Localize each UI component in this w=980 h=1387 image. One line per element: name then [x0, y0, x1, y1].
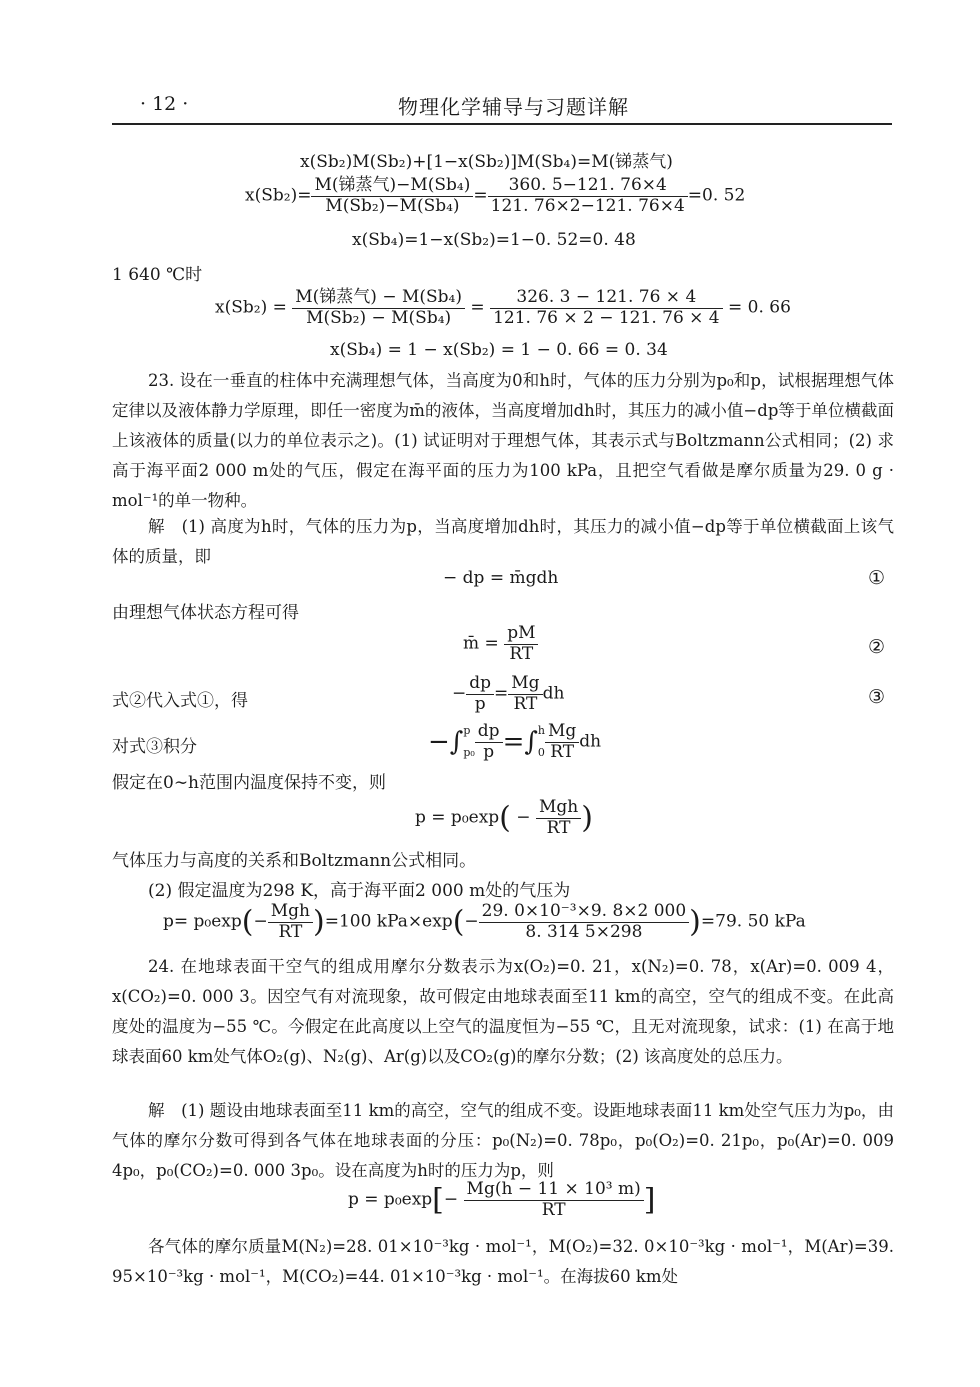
fraction: [488, 176, 688, 216]
right-paren: ): [689, 904, 701, 940]
eq-minus: −: [464, 911, 479, 932]
integral-lower: 0: [537, 746, 545, 759]
left-paren: (: [241, 904, 254, 940]
molar-masses-text: 各气体的摩尔质量M(N₂)=28. 01×10⁻³kg · mol⁻¹，M(O₂)=32. 0×10⁻³kg · mol⁻¹，M(Ar)=39. 95×10⁻³kg · mol⁻¹，M(CO₂)=44. 01×10⁻³kg · mol⁻¹。在海拔60 km处: [112, 1237, 894, 1286]
fraction: [479, 902, 690, 942]
book-title: 物理化学辅导与习题详解: [398, 95, 629, 119]
denominator: 8. 314 5×298: [525, 921, 643, 942]
equation-boltzmann: [415, 798, 593, 838]
equation-integral: [428, 720, 601, 764]
fraction: [536, 798, 581, 838]
numerator: Mg(h − 11 × 10³ m): [464, 1180, 644, 1201]
solution-23-line2: 由理想气体状态方程可得: [112, 603, 299, 623]
eq-result: =79. 50 kPa: [700, 911, 806, 932]
integral-upper: h: [537, 724, 545, 737]
solution-23-intro: [112, 512, 894, 572]
equation-3: [452, 674, 564, 714]
numerator: dp: [466, 674, 494, 695]
denominator: RT: [513, 693, 538, 714]
eq-mid: =100 kPa×exp: [324, 911, 453, 932]
header-rule: [112, 123, 892, 125]
denominator: M(Sb₂) − M(Sb₄): [306, 307, 452, 328]
denominator: p: [474, 693, 486, 714]
fraction: [504, 624, 538, 664]
page-number: · 12 ·: [140, 93, 189, 115]
eq-minus: −: [452, 683, 467, 704]
equation-x-sb4-1: x(Sb₄)=1−x(Sb₂)=1−0. 52=0. 48: [352, 230, 636, 250]
fraction: [490, 288, 723, 328]
integral-sign: −∫: [428, 727, 464, 757]
equation-2-number: ②: [868, 636, 886, 658]
integral-upper: p: [463, 724, 471, 737]
right-paren: ): [581, 800, 593, 836]
solution-23-line5: 假定在0∼h范围内温度保持不变，则: [112, 773, 387, 793]
integral-dh: dh: [579, 731, 602, 752]
integral-lower: p₀: [463, 746, 475, 759]
eq-minus: −: [516, 807, 531, 828]
eq-lhs: p = p₀exp: [348, 1189, 433, 1210]
eq-sign: =: [470, 297, 485, 318]
equation-mass-balance: x(Sb₂)M(Sb₂)+[1−x(Sb₂)]M(Sb₄)=M(锑蒸气): [300, 152, 673, 172]
fraction: [545, 722, 579, 762]
right-paren: ): [312, 904, 325, 940]
numerator: M(锑蒸气) − M(Sb₄): [292, 288, 465, 309]
numerator: Mgh: [536, 798, 581, 819]
solution-23-line7: (2) 假定温度为298 K，高于海平面2 000 m处的气压为: [148, 881, 571, 901]
temperature-label: 1 640 ℃时: [112, 265, 203, 285]
eq-minus: −: [443, 1189, 459, 1210]
integral-sign: =∫: [502, 727, 538, 757]
eq-sign: =: [473, 185, 488, 206]
question-24: [112, 952, 894, 1072]
eq-result: = 0. 66: [728, 297, 791, 318]
denominator: RT: [541, 1199, 566, 1220]
eq-minus: −: [253, 911, 268, 932]
numerator: 326. 3 − 121. 76 × 4: [490, 288, 723, 309]
equation-x-sb2-1: [245, 176, 745, 216]
solution-23-line3: 式②代入式①，得: [112, 691, 248, 711]
denominator: RT: [278, 921, 303, 942]
eq-lhs: x(Sb₂) =: [215, 297, 287, 318]
fraction: [311, 176, 473, 216]
numerator: 360. 5−121. 76×4: [488, 176, 688, 197]
numerator: M(锑蒸气)−M(Sb₄): [311, 176, 473, 197]
fraction: [464, 1180, 644, 1220]
molar-masses: [112, 1232, 894, 1292]
numerator: pM: [504, 624, 538, 645]
equation-pressure-2000m: [163, 902, 806, 942]
equation-1-number: ①: [868, 567, 886, 589]
denominator: p: [483, 741, 495, 762]
eq-dh: dh: [542, 683, 565, 704]
denominator: 121. 76 × 2 − 121. 76 × 4: [493, 307, 720, 328]
denominator: RT: [550, 741, 575, 762]
right-bracket: ]: [643, 1182, 656, 1218]
solution-23-line4: 对式③积分: [112, 737, 197, 757]
fraction: [292, 288, 465, 328]
question-23-text: 23. 设在一垂直的柱体中充满理想气体，当高度为0和h时，气体的压力分别为p₀和p，试根据理想气体定律以及液体静力学原理，即任一密度为m̄的液体，当高度增加dh时，其压力的减小值−dp等于单位横截面上该液体的质量(以力的单位表示之)。(1) 试证明对于理想气体，其表示式与Boltzmann公式相同；(2) 求高于海平面2 000 m处的气压，假定在海平面的压力为100 kPa，且把空气看做是摩尔质量为29. 0 g · mol⁻¹的单一物种。: [112, 371, 894, 510]
fraction: [268, 902, 313, 942]
eq-lhs: x(Sb₂)=: [245, 185, 312, 206]
denominator: 121. 76×2−121. 76×4: [490, 195, 685, 216]
solution-23-line6: 气体压力与高度的关系和Boltzmann公式相同。: [112, 851, 477, 871]
question-24-text: 24. 在地球表面干空气的组成用摩尔分数表示为x(O₂)=0. 21，x(N₂)=0. 78，x(Ar)=0. 009 4，x(CO₂)=0. 000 3。因空气有对流现象，故可假定由地球表面至11 km的高空，空气的组成不变。在此高度处的温度为−55 ℃。今假定在此高度以上空气的温度恒为−55 ℃，且无对流现象，试求：(1) 在高于地球表面60 km处气体O₂(g)、N₂(g)、Ar(g)以及CO₂(g)的摩尔分数；(2) 该高度处的总压力。: [112, 957, 894, 1066]
equation-3-number: ③: [868, 686, 886, 708]
question-23: [112, 366, 894, 516]
left-bracket: [: [432, 1182, 444, 1218]
solution-24-intro-text: 解 (1) 题设由地球表面至11 km的高空，空气的组成不变。设距地球表面11 km处空气压力为p₀，由气体的摩尔分数可得到各气体在地球表面的分压：p₀(N₂)=0. 78p₀，p₀(O₂)=0. 21p₀，p₀(Ar)=0. 009 4p₀，p₀(CO₂)=0. 000 3p₀。设在高度为h时的压力为p，则: [112, 1101, 894, 1180]
eq-lhs: m̄ =: [463, 633, 499, 654]
eq-lhs: p= p₀exp: [163, 911, 242, 932]
numerator: Mg: [508, 674, 542, 695]
left-paren: (: [499, 800, 511, 836]
eq-result: =0. 52: [687, 185, 746, 206]
eq-sign: =: [494, 683, 509, 704]
equation-pressure-height: [348, 1180, 655, 1220]
equation-2: [463, 624, 538, 664]
fraction: [508, 674, 542, 714]
denominator: M(Sb₂)−M(Sb₄): [325, 195, 460, 216]
left-paren: (: [452, 904, 465, 940]
fraction: [466, 674, 494, 714]
fraction: [475, 722, 503, 762]
numerator: dp: [475, 722, 503, 743]
numerator: Mgh: [268, 902, 313, 923]
denominator: RT: [509, 643, 534, 664]
eq-lhs: p = p₀exp: [415, 807, 500, 828]
denominator: RT: [546, 817, 571, 838]
solution-23-intro-text: 解 (1) 高度为h时，气体的压力为p，当高度增加dh时，其压力的减小值−dp等于单位横截面上该气体的质量，即: [112, 517, 894, 566]
numerator: 29. 0×10⁻³×9. 8×2 000: [479, 902, 690, 923]
equation-x-sb4-2: x(Sb₄) = 1 − x(Sb₂) = 1 − 0. 66 = 0. 34: [330, 340, 668, 360]
equation-1: − dp = m̄gdh: [443, 568, 559, 588]
equation-x-sb2-2: [215, 288, 791, 328]
numerator: Mg: [545, 722, 579, 743]
solution-24-intro: [112, 1096, 894, 1186]
